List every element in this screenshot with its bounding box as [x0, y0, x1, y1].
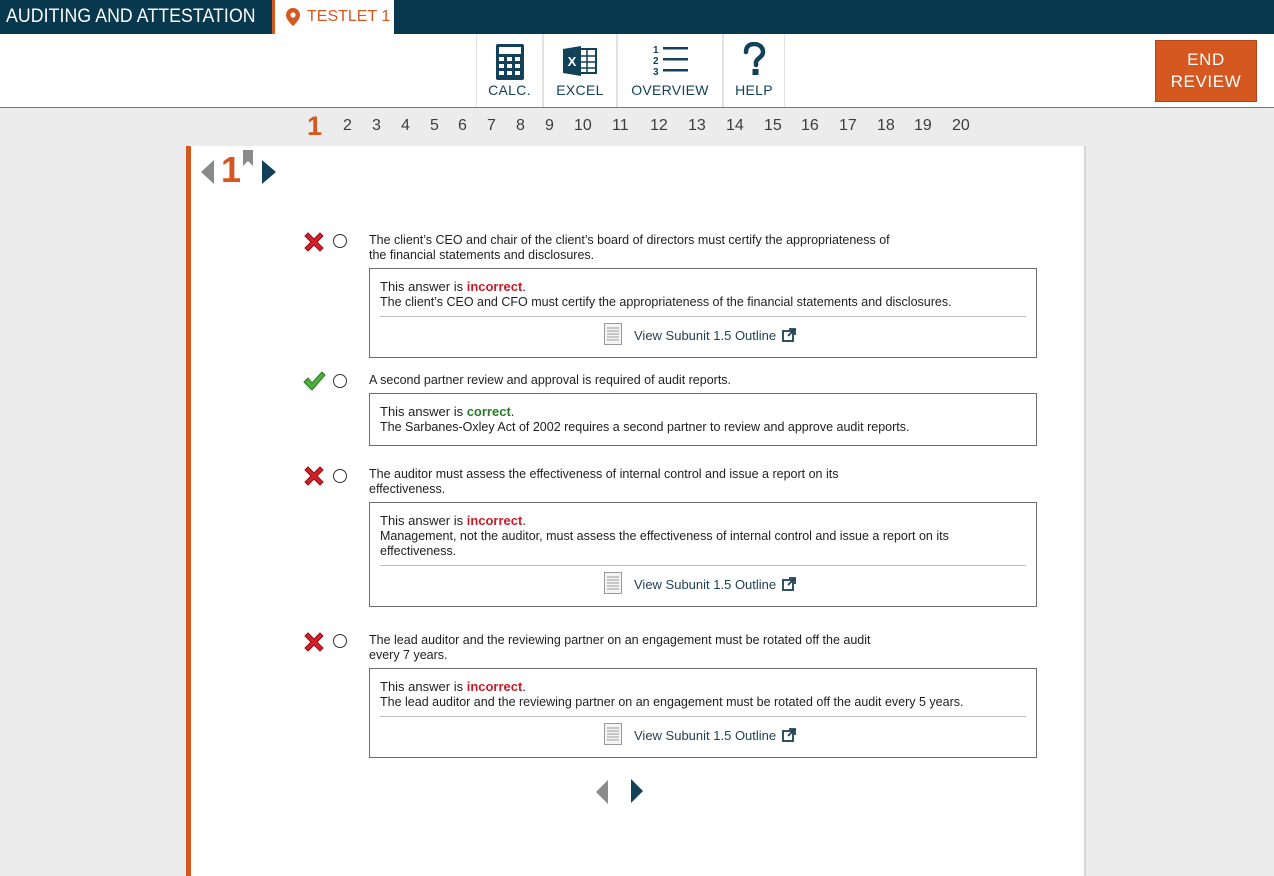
explanation-box-4: [369, 668, 1037, 758]
question-number-17[interactable]: 17: [839, 117, 857, 134]
question-number-3[interactable]: 3: [372, 117, 381, 134]
question-number-12[interactable]: 12: [650, 117, 668, 134]
explanation-lead-text: This answer is: [380, 279, 467, 294]
divider: [380, 565, 1026, 566]
divider: [380, 316, 1026, 317]
explanation-lead: This answer is incorrect.: [380, 513, 526, 528]
answer-choice-3-line1: The auditor must assess the effectiveness of internal control and issue a report on its: [369, 467, 839, 481]
question-number-10[interactable]: 10: [574, 117, 592, 134]
excel-label: EXCEL: [556, 82, 604, 98]
map-pin-icon: [286, 8, 300, 31]
external-link-icon: [782, 328, 796, 345]
explanation-lead-text: This answer is: [380, 679, 467, 694]
incorrect-x-icon: [302, 464, 326, 493]
calc-label: CALC.: [488, 82, 531, 98]
question-number-20[interactable]: 20: [952, 117, 970, 134]
excel-button[interactable]: [543, 34, 617, 107]
help-button[interactable]: [723, 34, 785, 107]
answer-choice-1-line2: the financial statements and disclosures.: [369, 248, 595, 262]
answer-radio-2[interactable]: [333, 374, 347, 388]
answer-radio-4[interactable]: [333, 634, 347, 648]
explanation-lead: This answer is correct.: [380, 404, 515, 419]
svg-text:2: 2: [653, 56, 659, 67]
question-number-6[interactable]: 6: [458, 117, 467, 134]
next-question-arrow-icon[interactable]: [262, 160, 276, 189]
external-link-icon: [782, 728, 796, 745]
view-outline-label: View Subunit 1.5 Outline: [634, 577, 777, 592]
explanation-text: The client’s CEO and CFO must certify the appropriateness of the financial statements and disclosures.: [380, 295, 952, 309]
document-icon: [604, 572, 622, 597]
question-number-7[interactable]: 7: [487, 117, 496, 134]
question-number-9[interactable]: 9: [545, 117, 554, 134]
document-icon: [604, 323, 622, 348]
overview-button[interactable]: [617, 34, 723, 107]
top-bar: [0, 0, 1274, 34]
svg-text:X: X: [567, 54, 577, 69]
question-number-4[interactable]: 4: [401, 117, 410, 134]
end-review-button[interactable]: [1155, 40, 1257, 102]
explanation-box-2: [369, 393, 1037, 446]
answer-radio-3[interactable]: [333, 469, 347, 483]
question-number-13[interactable]: 13: [688, 117, 706, 134]
question-number-14[interactable]: 14: [726, 117, 744, 134]
answer-choice-4-line1: The lead auditor and the reviewing partner on an engagement must be rotated off the audit: [369, 633, 871, 647]
svg-text:1: 1: [653, 45, 659, 56]
question-number-1[interactable]: 1: [307, 111, 323, 141]
question-number-5[interactable]: 5: [430, 117, 439, 134]
view-outline-label: View Subunit 1.5 Outline: [634, 328, 777, 343]
question-number-heading: 1: [221, 149, 242, 190]
external-link-icon: [782, 577, 796, 594]
explanation-box-3: [369, 502, 1037, 607]
svg-text:3: 3: [653, 67, 659, 76]
question-number-15[interactable]: 15: [764, 117, 782, 134]
answer-choice-2: [369, 373, 929, 388]
calculator-icon: [496, 44, 524, 85]
section-title: AUDITING AND ATTESTATION: [6, 6, 256, 27]
answer-radio-1[interactable]: [333, 234, 347, 248]
end-review-line1: END: [1187, 50, 1225, 69]
end-review-line2: REVIEW: [1170, 72, 1242, 91]
explanation-lead: This answer is incorrect.: [380, 679, 526, 694]
answer-choice-3: [369, 467, 929, 497]
incorrect-x-icon: [302, 230, 326, 259]
previous-question-arrow-icon[interactable]: [201, 160, 215, 189]
verdict-incorrect: incorrect: [466, 279, 523, 294]
excel-icon: [563, 46, 597, 81]
answer-choice-4-line2: every 7 years.: [369, 648, 448, 662]
testlet-label: TESTLET 1: [307, 8, 391, 25]
answer-choice-3-line2: effectiveness.: [369, 482, 446, 496]
explanation-text: The lead auditor and the reviewing partner on an engagement must be rotated off the audit every 5 years.: [380, 695, 964, 709]
numbered-list-icon: [651, 44, 689, 81]
divider: [380, 716, 1026, 717]
correct-check-icon: [302, 370, 326, 397]
explanation-box-1: [369, 268, 1037, 358]
explanation-text: The Sarbanes-Oxley Act of 2002 requires a second partner to review and approve audit reports.: [380, 420, 910, 434]
verdict-correct: correct: [466, 404, 511, 419]
verdict-incorrect: incorrect: [466, 513, 523, 528]
explanation-lead-text: This answer is: [380, 404, 467, 419]
document-icon: [604, 723, 622, 748]
question-mark-icon: [742, 42, 766, 81]
answer-choice-1-line1: The client’s CEO and chair of the client’s board of directors must certify the appropriateness of: [369, 233, 890, 247]
verdict-incorrect: incorrect: [466, 679, 523, 694]
question-number-16[interactable]: 16: [801, 117, 819, 134]
explanation-lead: This answer is incorrect.: [380, 279, 526, 294]
answer-choice-2-line1: A second partner review and approval is required of audit reports.: [369, 373, 732, 387]
question-number-8[interactable]: 8: [516, 117, 525, 134]
answer-choice-4: [369, 633, 929, 663]
calculator-button[interactable]: [476, 34, 543, 107]
question-number-2[interactable]: 2: [343, 117, 352, 134]
answer-choice-1: [369, 233, 929, 263]
explanation-text: Management, not the auditor, must assess the effectiveness of internal control and issue a report on its effectiveness.: [380, 529, 949, 558]
view-outline-label: View Subunit 1.5 Outline: [634, 728, 777, 743]
question-number-11[interactable]: 11: [612, 117, 629, 134]
testlet-tab[interactable]: [272, 0, 394, 34]
question-navigator: [0, 113, 1274, 139]
question-number-19[interactable]: 19: [914, 117, 932, 134]
incorrect-x-icon: [302, 630, 326, 659]
question-number-18[interactable]: 18: [877, 117, 895, 134]
overview-label: OVERVIEW: [631, 82, 709, 98]
toolbar: [0, 34, 1274, 108]
explanation-lead-text: This answer is: [380, 513, 467, 528]
previous-question-arrow-icon[interactable]: [596, 780, 608, 809]
next-question-arrow-icon[interactable]: [631, 779, 643, 808]
bookmark-flag-icon[interactable]: [243, 150, 253, 171]
help-label: HELP: [735, 82, 773, 98]
